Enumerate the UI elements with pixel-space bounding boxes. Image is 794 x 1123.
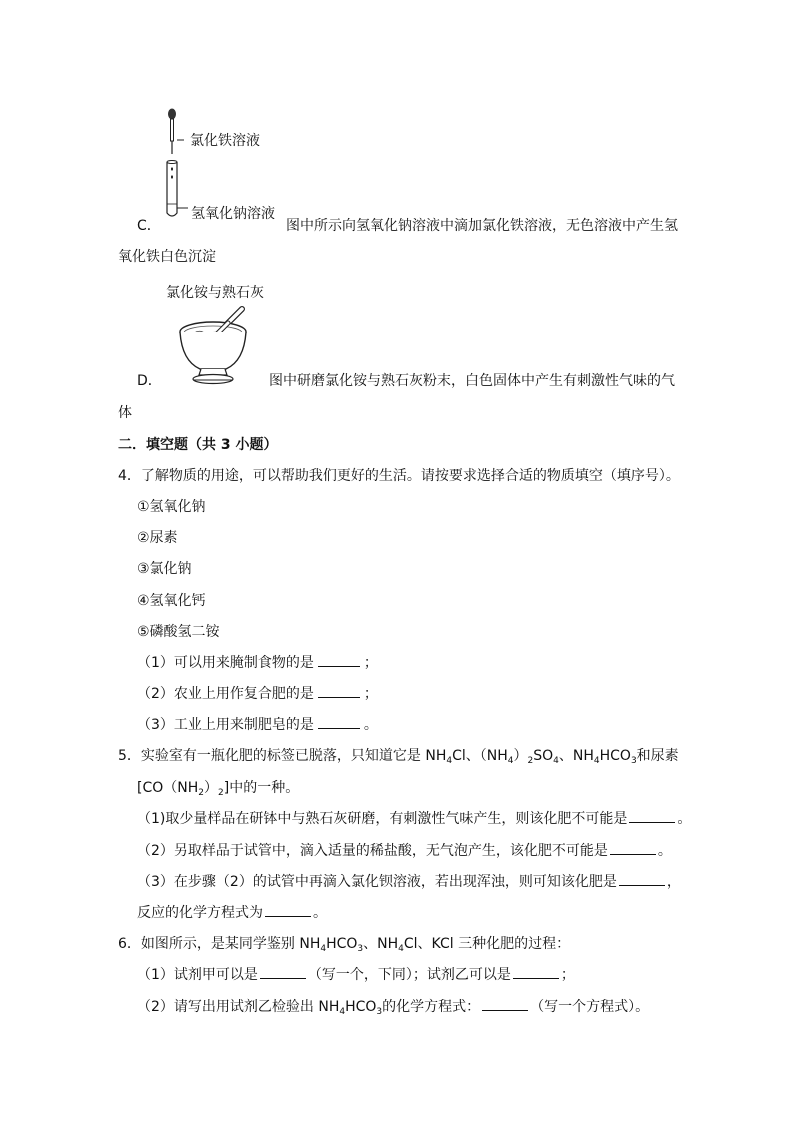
- answer-blank[interactable]: [318, 685, 360, 698]
- q4-option-3: ③氯化钠: [137, 561, 192, 577]
- q4-option-5: ⑤磷酸氢二铵: [137, 624, 220, 640]
- option-c-letter: C．: [137, 218, 161, 234]
- q4-option-2: ②尿素: [137, 530, 178, 546]
- option-c-text-line2: 氧化铁白色沉淀: [118, 249, 216, 265]
- q4-sub1: （1）可以用来腌制食物的是 ；: [137, 655, 378, 671]
- answer-blank[interactable]: [265, 904, 311, 917]
- mortar-pestle-figure: [176, 303, 252, 387]
- answer-blank[interactable]: [318, 716, 360, 729]
- q5-sub3-line2: 反应的化学方程式为 。: [137, 905, 327, 921]
- q4-sub3: （3）工业上用来制肥皂的是 。: [137, 717, 378, 733]
- q4-sub2: （2）农业上用作复合肥的是 ；: [137, 686, 378, 702]
- answer-blank[interactable]: [318, 654, 360, 667]
- q4-option-4: ④氢氧化钙: [137, 593, 206, 609]
- answer-blank[interactable]: [619, 873, 665, 886]
- option-c-text-line1: 图中所示向氢氧化钠溶液中滴加氯化铁溶液，无色溶液中产生氢: [286, 218, 678, 234]
- q5-sub1: （1)取少量样品在研钵中与熟石灰研磨，有刺激性气味产生，则该化肥不可能是 。: [137, 811, 692, 827]
- answer-blank[interactable]: [513, 966, 559, 979]
- q6-sub1: （1）试剂甲可以是 （写一个，下同）；试剂乙可以是 ；: [137, 967, 575, 983]
- option-d-text-line1: 图中研磨氯化铵与熟石灰粉末，白色固体中产生有刺激性气味的气: [269, 373, 675, 389]
- dropper-label: 氯化铁溶液: [190, 133, 260, 149]
- option-d-letter: D．: [137, 373, 162, 389]
- answer-blank[interactable]: [482, 998, 528, 1011]
- q6-sub2: （2）请写出用试剂乙检验出 $NH_4HCO_3$的化学方程式： （写一个方程式）。: [137, 999, 650, 1017]
- test-tube-label: 氢氧化钠溶液: [191, 206, 275, 222]
- q4-option-1: ①氢氧化钠: [137, 499, 206, 515]
- q6-stem: 6．如图所示，是某同学鉴别 $NH_4HCO_3$、$NH_4Cl$、KCl 三种化肥的过程：: [118, 936, 571, 954]
- mortar-label: 氯化铵与熟石灰: [166, 285, 264, 301]
- option-d-text-line2: 体: [118, 405, 132, 421]
- q5-stem-line2: $[CO(NH_2)_2]$中的一种。: [137, 780, 300, 798]
- answer-blank[interactable]: [629, 810, 675, 823]
- q5-sub2: （2）另取样品于试管中，滴入适量的稀盐酸，无气泡产生，该化肥不可能是 。: [137, 843, 672, 859]
- q5-stem-line1: 5．实验室有一瓶化肥的标签已脱落，只知道它是 $NH_4Cl$、$(NH_4)_2SO_4$、$NH_4HCO_3$和尿素: [118, 748, 679, 766]
- answer-blank[interactable]: [260, 966, 306, 979]
- dropper-test-tube-figure: [160, 106, 190, 226]
- q5-sub3: （3）在步骤（2）的试管中再滴入氯化钡溶液，若出现浑浊，则可知该化肥是 ，: [137, 874, 681, 890]
- section-heading: 二．填空题（共 3 小题）: [118, 437, 278, 453]
- answer-blank[interactable]: [610, 842, 656, 855]
- q4-stem: 4．了解物质的用途，可以帮助我们更好的生活。请按要求选择合适的物质填空（填序号）。: [118, 468, 680, 484]
